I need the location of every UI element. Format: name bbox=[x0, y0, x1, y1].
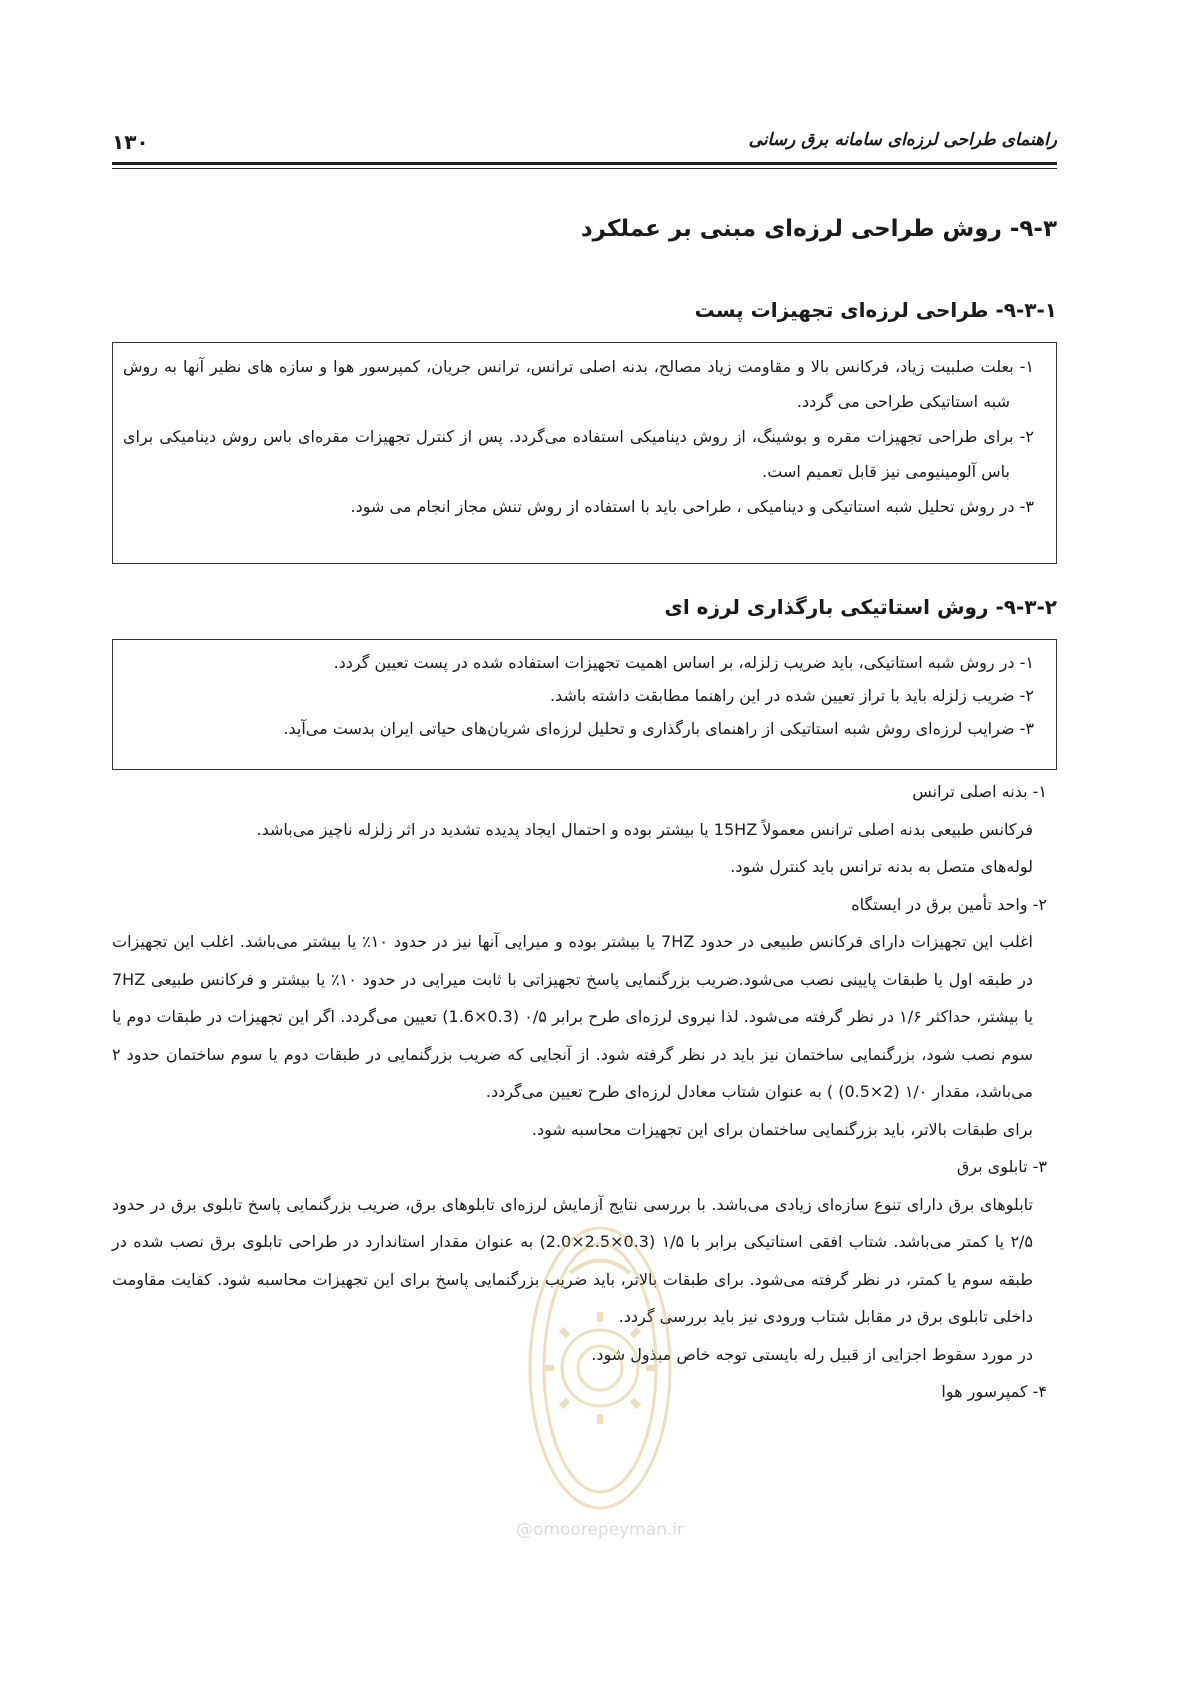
paragraph: فرکانس طبیعی بدنه اصلی ترانس معمولاً 15HZ یا بیشتر بوده و احتمال ایجاد پدیده تشدید در اثر زلزله ناچیز می‌باشد. bbox=[256, 819, 1033, 839]
watermark-seal-icon bbox=[500, 1218, 700, 1518]
running-title: راهنمای طراحی لرزه‌ای سامانه برق رسانی bbox=[748, 130, 1057, 150]
subsection1-box bbox=[112, 342, 1057, 564]
list-item: ۲- برای طراحی تجهیزات مقره و بوشینگ، از روش دینامیکی استفاده می‌گردد. پس از کنترل تجهیزات مقره‌ای باس روش دینامیکی برای باس آلومینیومی نیز قابل تعمیم است. bbox=[123, 427, 1034, 481]
page-header bbox=[112, 126, 1057, 170]
list-item: ۳- ضرایب لرزه‌ای روش شبه استاتیکی از راهنمای بارگذاری و تحلیل لرزه‌ای شریان‌های حیاتی ایران بدست می‌آید. bbox=[283, 719, 1034, 738]
paragraph: برای طبقات بالاتر، باید بزرگنمایی ساختمان برای این تجهیزات محاسبه شود. bbox=[531, 1119, 1033, 1139]
watermark bbox=[500, 1218, 700, 1548]
list-item: ۲- ضریب زلزله باید با تراز تعیین شده در این راهنما مطابقت داشته باشد. bbox=[549, 686, 1034, 705]
subsection2-box bbox=[112, 639, 1057, 770]
paragraph: اغلب این تجهیزات دارای فرکانس طبیعی در حدود 7HZ یا بیشتر بوده و میرایی آنها نیز در حدود ۱۰٪ یا بیشتر می‌باشد. اغلب این تجهیزات در طبقه اول یا طبقات پایینی نصب می‌شود.ضریب بزرگنمایی پاسخ تجهیزاتی با ثابت میرایی در حدود ۱۰٪ یا بیشتر و فرکانس طبیعی 7HZ یا بیشتر، حداکثر ۱/۶ در نظر گرفته می‌شود. لذا نیروی لرزه‌ای طرح برابر ۰/۵ (0.3×1.6) تعیین می‌گردد. اگر این تجهیزات در طبقات دوم یا سوم نصب شود، بزرگنمایی ساختمان نیز باید در نظر گرفته شود. از آنجایی که ضریب بزرگنمایی در طبقات دوم یا سوم ساختمان حدود ۲ می‌باشد، مقدار ۱/۰ (2×0.5) ) به عنوان شتاب معادل لرزه‌ای طرح تعیین می‌گردد. bbox=[112, 932, 1034, 1101]
paragraph: در مورد سقوط اجزایی از قبیل رله بایستی توجه خاص مبذول شود. bbox=[591, 1344, 1033, 1364]
list-item: ۳- در روش تحلیل شبه استاتیکی و دینامیکی ، طراحی باید با استفاده از روش تنش مجاز انجام می شود. bbox=[350, 497, 1034, 516]
item2-title: ۲- واحد تأمین برق در ایستگاه bbox=[851, 894, 1047, 914]
header-rule-thin bbox=[112, 168, 1057, 169]
item4-title: ۴- کمپرسور هوا bbox=[941, 1382, 1047, 1401]
paragraph: لوله‌های متصل به بدنه ترانس باید کنترل شود. bbox=[730, 857, 1033, 876]
item1-title: ۱- بدنه اصلی ترانس bbox=[912, 782, 1047, 801]
watermark-text: @omoorepeyman.ir bbox=[515, 1520, 685, 1540]
item3-title: ۳- تابلوی برق bbox=[956, 1157, 1047, 1176]
list-item: ۱- بعلت صلبیت زیاد، فرکانس بالا و مقاومت زیاد مصالح، بدنه اصلی ترانس، ترانس جریان، کمپرسور هوا و سازه های نظیر آنها به روش شبه استاتیکی طراحی می گردد. bbox=[123, 357, 1034, 411]
subsection1-title: ۹-۳-۱- طراحی لرزه‌ای تجهیزات پست bbox=[694, 298, 1057, 322]
list-item: ۱- در روش شبه استاتیکی، باید ضریب زلزله، بر اساس اهمیت تجهیزات استفاده شده در پست تعیین گردد. bbox=[333, 653, 1034, 672]
section-title: ۹-۳- روش طراحی لرزه‌ای مبنی بر عملکرد bbox=[580, 216, 1057, 242]
header-rule bbox=[112, 162, 1057, 165]
subsection2-title: ۹-۳-۲- روش استاتیکی بارگذاری لرزه ای bbox=[664, 595, 1057, 619]
paragraph: تابلوهای برق دارای تنوع سازه‌ای زیادی می‌باشد. با بررسی نتایج آزمایش لرزه‌ای تابلوهای برق، ضریب بزرگنمایی پاسخ تابلوی برق در حدود ۲/۵ یا کمتر می‌باشد. شتاب افقی استاتیکی برابر با ۱/۵ (0.3×2.5×2.0) به عنوان مقدار استاندارد در طراحی تابلوی برق نصب شده در طبقه سوم یا کمتر، در نظر گرفته می‌شود. برای طبقات بالاتر، باید ضریب بزرگنمایی پاسخ برای این تجهیزات محاسبه شود. کفایت مقاومت داخلی تابلوی برق در مقابل شتاب ورودی نیز باید بررسی گردد. bbox=[112, 1194, 1034, 1326]
page-number: ۱۳۰ bbox=[112, 130, 149, 154]
